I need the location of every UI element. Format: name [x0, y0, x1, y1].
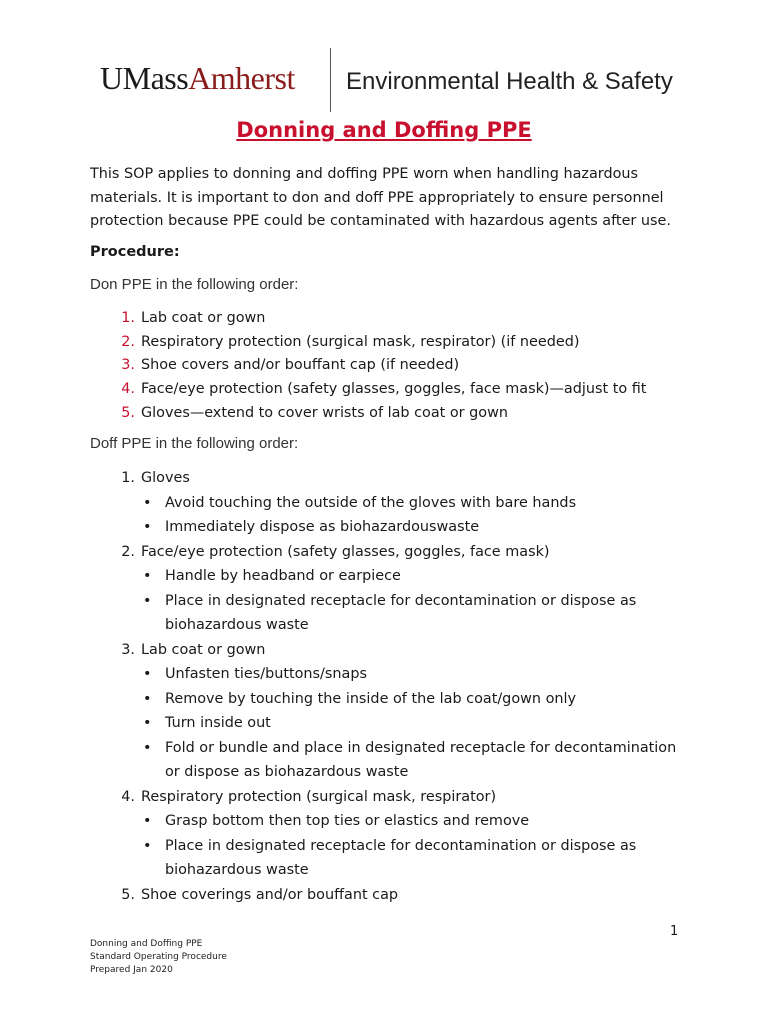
- procedure-heading: Procedure:: [90, 244, 180, 260]
- doff-step-text: Shoe coverings and/or bouffant cap: [141, 886, 399, 903]
- doff-substep-text: Grasp bottom then top ties or elastics and remove: [165, 813, 530, 829]
- department-name: Environmental Health & Safety: [346, 68, 673, 95]
- doff-step-number: 5.: [121, 886, 135, 903]
- don-step-text: Gloves—extend to cover wrists of lab coat or gown: [141, 404, 508, 421]
- footer-line-2: Standard Operating Procedure: [90, 952, 227, 962]
- doff-substep-list: [90, 662, 690, 785]
- doff-substep: [90, 809, 690, 834]
- don-step-number: 1.: [121, 310, 135, 326]
- doff-substep-list: [90, 491, 690, 540]
- bullet-icon: •: [143, 592, 152, 609]
- bullet-icon: •: [143, 739, 152, 756]
- don-step-text: Respiratory protection (surgical mask, respirator) (if needed): [141, 333, 580, 350]
- doff-step-number: 1.: [121, 470, 135, 486]
- page-title: Donning and Doffing PPE: [236, 118, 532, 142]
- bullet-icon: •: [143, 715, 152, 731]
- intro-paragraph: This SOP applies to donning and doffing PPE worn when handling hazardous materials. It is important to don and doff PPE appropriately to ensure personnel protection because PPE could be contaminated with hazardous agents after use.: [90, 166, 671, 229]
- doff-step: [90, 785, 690, 883]
- don-lead-text: Don PPE in the following order:: [90, 276, 299, 293]
- doff-substep: [90, 564, 690, 589]
- doff-step: [90, 540, 690, 638]
- doff-substep: [90, 711, 690, 736]
- logo-amherst: Amherst: [188, 60, 295, 96]
- don-step-number: 4.: [121, 381, 135, 398]
- bullet-icon: •: [143, 690, 152, 707]
- bullet-icon: •: [143, 837, 152, 854]
- don-step-text: Lab coat or gown: [141, 310, 266, 326]
- don-step: [90, 307, 690, 331]
- doff-substep-text: Turn inside out: [165, 715, 271, 731]
- doff-step: [90, 883, 690, 908]
- doff-substep: [90, 834, 690, 883]
- doff-substep-list: [90, 809, 690, 883]
- doff-step-text: Lab coat or gown: [141, 641, 266, 658]
- doff-step-number: 3.: [121, 641, 135, 658]
- don-step-number: 2.: [121, 333, 135, 350]
- doff-substep-text: Remove by touching the inside of the lab coat/gown only: [165, 690, 577, 707]
- doff-substep: [90, 736, 690, 785]
- doff-substep-text: Immediately dispose as biohazardouswaste: [165, 519, 480, 535]
- doff-step-text: Face/eye protection (safety glasses, goggles, face mask): [141, 543, 550, 560]
- doff-step-number: 2.: [121, 543, 135, 560]
- bullet-icon: •: [143, 813, 152, 829]
- doff-substep-text: Fold or bundle and place in designated receptacle for decontamination or dispose as biohazardous waste: [165, 739, 677, 780]
- doff-substep: [90, 515, 690, 540]
- don-step: [90, 402, 690, 426]
- document-footer: [90, 938, 227, 977]
- footer-line-3: Prepared Jan 2020: [90, 965, 173, 975]
- bullet-icon: •: [143, 666, 152, 682]
- don-step: [90, 331, 690, 355]
- page-number: 1: [670, 924, 679, 939]
- umass-amherst-logo: [100, 60, 295, 97]
- doff-substep: [90, 687, 690, 712]
- don-step-number: 5.: [121, 404, 135, 421]
- don-step: [90, 354, 690, 378]
- doff-step-text: Respiratory protection (surgical mask, respirator): [141, 788, 497, 805]
- logo-umass: UMass: [100, 60, 189, 96]
- bullet-icon: •: [143, 519, 152, 535]
- doff-substep-text: Place in designated receptacle for decontamination or dispose as biohazardous waste: [165, 592, 637, 633]
- doff-substep: [90, 491, 690, 516]
- doff-substep: [90, 589, 690, 638]
- don-step-text: Face/eye protection (safety glasses, goggles, face mask)—adjust to fit: [141, 381, 647, 398]
- don-steps-list: [90, 307, 690, 425]
- doff-lead-text: Doff PPE in the following order:: [90, 435, 299, 452]
- doff-substep: [90, 662, 690, 687]
- page-header: [100, 48, 680, 112]
- don-step: [90, 378, 690, 402]
- doff-substep-text: Avoid touching the outside of the gloves with bare hands: [165, 494, 577, 511]
- bullet-icon: •: [143, 568, 152, 584]
- doff-step-number: 4.: [121, 788, 135, 805]
- header-divider: [330, 48, 331, 112]
- doff-step: [90, 638, 690, 785]
- doff-substep-text: Handle by headband or earpiece: [165, 568, 401, 584]
- don-step-text: Shoe covers and/or bouffant cap (if needed): [141, 357, 460, 374]
- doff-steps-list: [90, 466, 690, 907]
- doff-substep-text: Place in designated receptacle for decontamination or dispose as biohazardous waste: [165, 837, 637, 878]
- don-step-number: 3.: [121, 357, 135, 374]
- footer-line-1: Donning and Doffing PPE: [90, 939, 203, 949]
- doff-step: [90, 466, 690, 540]
- doff-step-text: Gloves: [141, 470, 190, 486]
- bullet-icon: •: [143, 494, 152, 511]
- doff-substep-list: [90, 564, 690, 638]
- doff-substep-text: Unfasten ties/buttons/snaps: [165, 666, 367, 682]
